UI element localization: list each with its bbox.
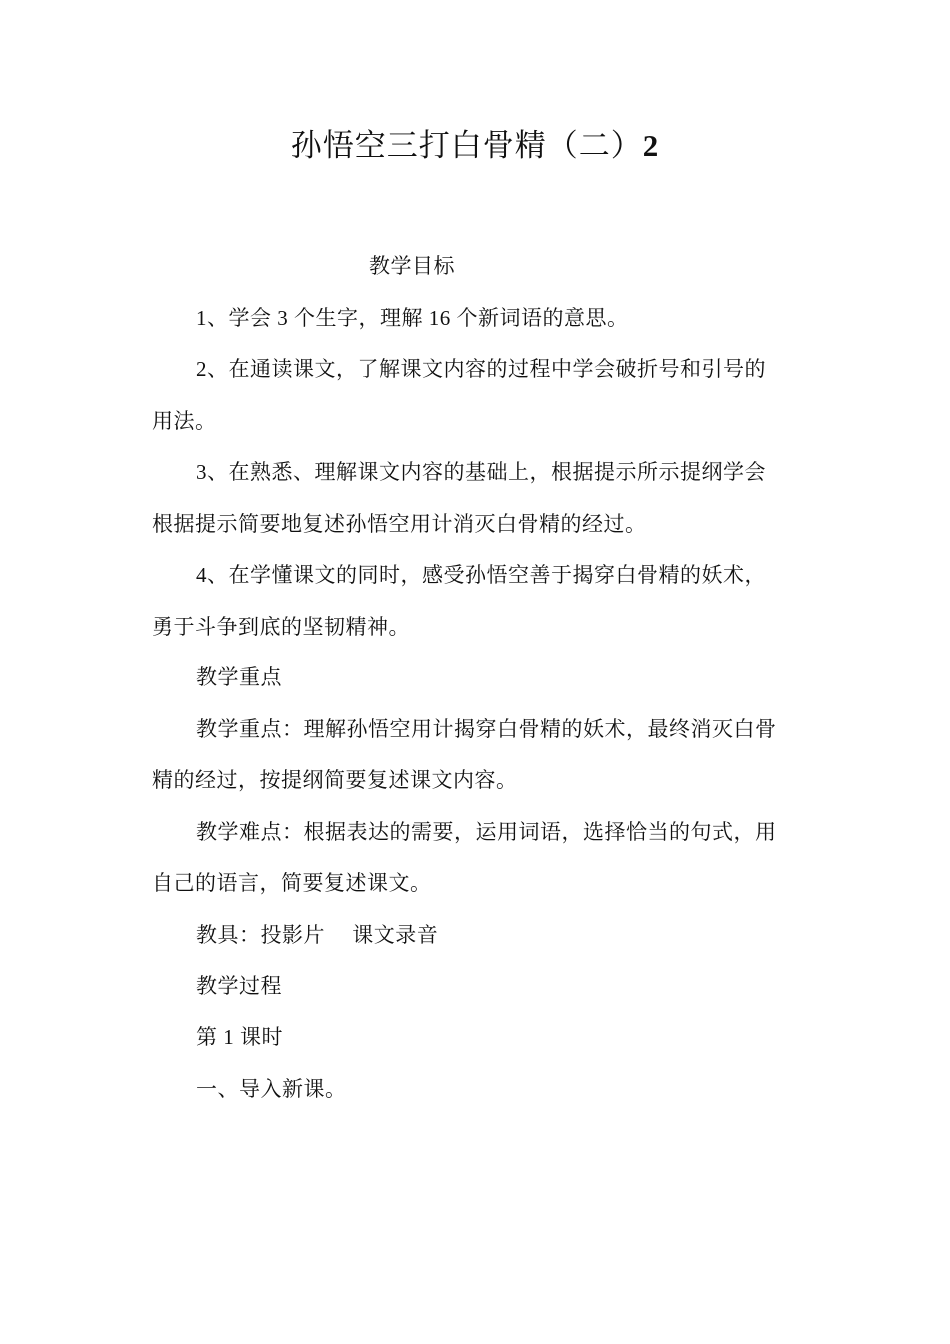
step-1: 一、导入新课。 <box>196 1077 347 1101</box>
title-text: 孙悟空三打白骨精（二） <box>290 128 643 163</box>
objective-3-line-1: 3、在熟悉、理解课文内容的基础上，根据提示所示提纲学会 <box>196 460 766 484</box>
document-title <box>0 124 950 168</box>
objective-4-line-2: 勇于斗争到底的坚韧精神。 <box>152 615 410 639</box>
objectives-heading: 教学目标 <box>369 254 455 278</box>
teaching-tools: 教具：投影片 课文录音 <box>196 923 439 947</box>
difficulty-line-1: 教学难点：根据表达的需要，运用词语，选择恰当的句式，用 <box>196 820 777 844</box>
key-point-line-1: 教学重点：理解孙悟空用计揭穿白骨精的妖术，最终消灭白骨 <box>196 717 777 741</box>
title-number: 2 <box>642 128 660 163</box>
objective-4-line-1: 4、在学懂课文的同时，感受孙悟空善于揭穿白骨精的妖术， <box>196 563 766 587</box>
objective-3-line-2: 根据提示简要地复述孙悟空用计消灭白骨精的经过。 <box>152 512 647 536</box>
objective-1: 1、学会 3 个生字，理解 16 个新词语的意思。 <box>196 306 629 330</box>
lesson-1-label: 第 1 课时 <box>196 1025 283 1049</box>
difficulty-line-2: 自己的语言，简要复述课文。 <box>152 871 432 895</box>
key-point-line-2: 精的经过，按提纲简要复述课文内容。 <box>152 768 518 792</box>
key-points-heading: 教学重点 <box>196 665 282 689</box>
objective-2-line-2: 用法。 <box>152 409 217 433</box>
objective-2-line-1: 2、在通读课文，了解课文内容的过程中学会破折号和引号的 <box>196 357 766 381</box>
process-heading: 教学过程 <box>196 974 282 998</box>
